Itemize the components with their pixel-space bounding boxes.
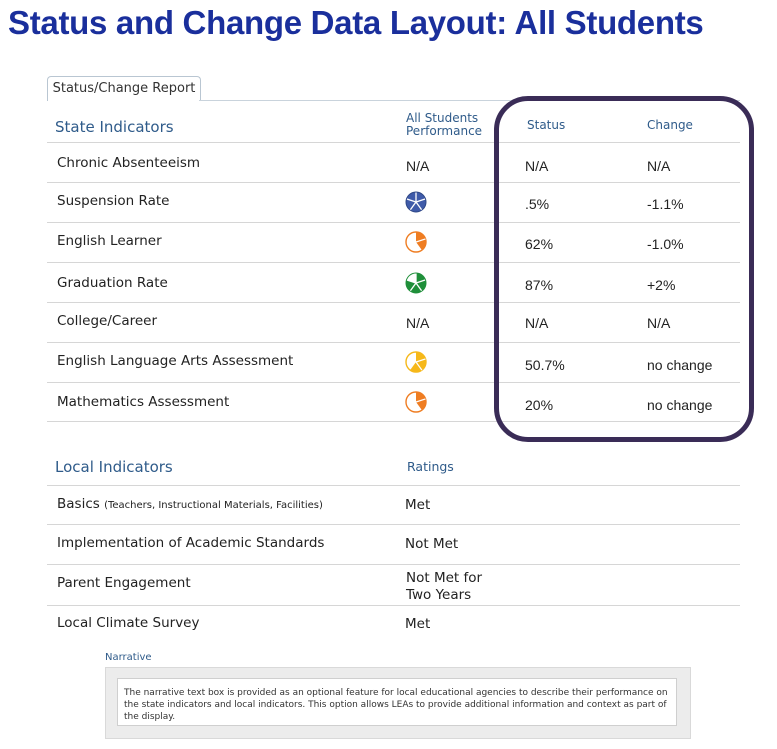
performance-column-header: All Students Performance	[406, 111, 483, 138]
row-label-basics	[57, 496, 323, 512]
status-value: 87%	[525, 277, 554, 293]
row-divider	[47, 564, 740, 565]
yellow-pie-icon[interactable]	[405, 351, 427, 373]
status-value: 20%	[525, 397, 554, 413]
rating-value-line2: Two Years	[406, 587, 472, 603]
green-pie-icon[interactable]	[405, 272, 427, 294]
row-divider	[47, 485, 740, 486]
state-indicators-heading: State Indicators	[55, 118, 174, 136]
change-value: no change	[647, 357, 713, 373]
orange-pie-icon[interactable]	[405, 231, 427, 253]
local-indicators-heading: Local Indicators	[55, 458, 173, 476]
row-label-suspension-rate: Suspension Rate	[57, 193, 170, 209]
change-value: N/A	[647, 158, 671, 174]
row-label-ela-assessment: English Language Arts Assessment	[57, 353, 294, 369]
blue-pie-icon[interactable]	[405, 191, 427, 213]
row-label-local-climate-survey: Local Climate Survey	[57, 615, 200, 631]
change-value: no change	[647, 397, 713, 413]
rating-value: Met	[405, 616, 431, 632]
row-label-college-career: College/Career	[57, 313, 158, 329]
status-column-header: Status	[527, 118, 566, 132]
row-divider	[47, 524, 740, 525]
orange-pie-icon[interactable]	[405, 391, 427, 413]
status-value: .5%	[525, 196, 550, 212]
change-value: -1.1%	[647, 196, 684, 212]
performance-value: N/A	[406, 315, 430, 331]
change-value: +2%	[647, 277, 676, 293]
narrative-label: Narrative	[105, 652, 152, 663]
row-label-parent-engagement: Parent Engagement	[57, 575, 191, 591]
page-title: Status and Change Data Layout: All Students	[8, 4, 704, 41]
row-label-graduation-rate: Graduation Rate	[57, 275, 168, 291]
rating-value-line1: Not Met for	[406, 570, 483, 586]
status-value: 50.7%	[525, 357, 565, 373]
row-label-mathematics-assessment: Mathematics Assessment	[57, 394, 230, 410]
basics-sublabel: (Teachers, Instructional Materials, Facilities)	[104, 500, 323, 511]
change-value: -1.0%	[647, 236, 684, 252]
change-column-header: Change	[647, 118, 693, 132]
basics-label: Basics	[57, 496, 100, 512]
status-value: N/A	[525, 315, 549, 331]
status-value: N/A	[525, 158, 549, 174]
narrative-text-box[interactable]: The narrative text box is provided as an optional feature for local educational agencies to describe their performance on the state indicators and local indicators. This option allows LEAs to provide additional information and context as part of the display.	[117, 678, 677, 726]
row-label-chronic-absenteeism: Chronic Absenteeism	[57, 155, 201, 171]
rating-value: Not Met	[405, 536, 459, 552]
status-value: 62%	[525, 236, 554, 252]
rating-value: Met	[405, 497, 431, 513]
tab-status-change-report[interactable]: Status/Change Report	[47, 76, 201, 101]
ratings-column-header: Ratings	[407, 459, 454, 474]
change-value: N/A	[647, 315, 671, 331]
performance-value: N/A	[406, 158, 430, 174]
row-label-english-learner: English Learner	[57, 233, 162, 249]
row-label-academic-standards: Implementation of Academic Standards	[57, 535, 325, 551]
status-change-highlight-box	[494, 96, 754, 442]
row-divider	[47, 605, 740, 606]
